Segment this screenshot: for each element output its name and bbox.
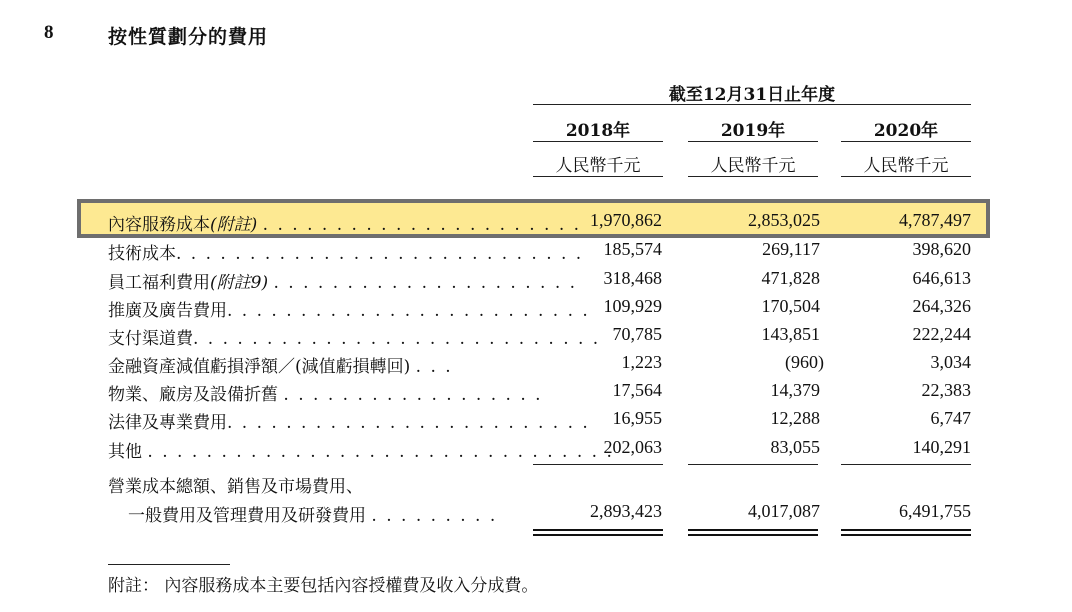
cell-2019: 12,288 bbox=[770, 408, 820, 428]
subtotal-rule-2019 bbox=[688, 464, 818, 465]
table-row bbox=[0, 437, 1072, 465]
row-label: 物業、廠房及設備折舊 . . . . . . . . . . . . . . . . . . bbox=[108, 385, 543, 405]
cell-2018: 1,970,862 bbox=[590, 210, 662, 230]
cell-2020: 6,747 bbox=[930, 408, 971, 428]
column-year-2018: 2018年 bbox=[565, 121, 631, 141]
subtotal-rule-2018 bbox=[533, 464, 663, 465]
column-unit-2019: 人民幣千元 bbox=[710, 156, 796, 176]
cell-2018: 202,063 bbox=[603, 437, 662, 457]
cell-2020: 646,613 bbox=[912, 268, 971, 288]
table-row bbox=[0, 352, 1072, 380]
total-2018: 2,893,423 bbox=[590, 501, 662, 521]
cell-2019: 83,055 bbox=[770, 437, 820, 457]
cell-2019: 143,851 bbox=[761, 324, 820, 344]
table-row bbox=[0, 210, 1072, 238]
table-row bbox=[0, 324, 1072, 352]
column-unit-2018: 人民幣千元 bbox=[555, 156, 641, 176]
total-row bbox=[0, 501, 1072, 529]
column-year-2019: 2019年 bbox=[720, 121, 786, 141]
cell-2018: 318,468 bbox=[603, 268, 662, 288]
row-label: 金融資產減值虧損淨額／(減值虧損轉回) . . . bbox=[108, 357, 453, 377]
footnote: 附註： 內容服務成本主要包括內容授權費及收入分成費。 bbox=[108, 576, 539, 596]
double-rule-2019 bbox=[688, 529, 818, 536]
cell-2019: 14,379 bbox=[770, 380, 820, 400]
unit-rule-2019 bbox=[688, 176, 818, 177]
column-year-2020: 2020年 bbox=[873, 121, 939, 141]
double-rule-2018 bbox=[533, 529, 663, 536]
cell-2019: 2,853,025 bbox=[748, 210, 820, 230]
table-row bbox=[0, 380, 1072, 408]
cell-2020: 222,244 bbox=[912, 324, 971, 344]
column-unit-2020: 人民幣千元 bbox=[863, 156, 949, 176]
cell-2018: 185,574 bbox=[603, 239, 662, 259]
table-row bbox=[0, 268, 1072, 296]
total-2020: 6,491,755 bbox=[899, 501, 971, 521]
row-label: 員工福利費用(附註9) . . . . . . . . . . . . . . . . . . . . . bbox=[108, 273, 578, 293]
row-label: 技術成本. . . . . . . . . . . . . . . . . . . . . . . . . . . . bbox=[108, 244, 584, 264]
cell-2018: 70,785 bbox=[612, 324, 662, 344]
row-label: 法律及專業費用. . . . . . . . . . . . . . . . . . . . . . . . . bbox=[108, 413, 590, 433]
table-row bbox=[0, 296, 1072, 324]
cell-2020: 22,383 bbox=[921, 380, 971, 400]
cell-2020: 3,034 bbox=[930, 352, 971, 372]
cell-2020: 264,326 bbox=[912, 296, 971, 316]
cell-2018: 16,955 bbox=[612, 408, 662, 428]
cell-2020: 140,291 bbox=[912, 437, 971, 457]
cell-2020: 4,787,497 bbox=[899, 210, 971, 230]
cell-2019: 471,828 bbox=[761, 268, 820, 288]
period-rule bbox=[533, 104, 971, 105]
row-label: 內容服務成本(附註) . . . . . . . . . . . . . . . . . . . . . . bbox=[108, 215, 582, 235]
cell-2018: 109,929 bbox=[603, 296, 662, 316]
double-rule-2020 bbox=[841, 529, 971, 536]
cell-2019: (960) bbox=[785, 352, 824, 372]
table-row bbox=[0, 239, 1072, 267]
row-label: 推廣及廣告費用. . . . . . . . . . . . . . . . . . . . . . . . . bbox=[108, 301, 590, 321]
year-rule-2019 bbox=[688, 141, 818, 142]
table-row bbox=[0, 408, 1072, 436]
cell-2018: 17,564 bbox=[612, 380, 662, 400]
cell-2019: 170,504 bbox=[761, 296, 820, 316]
page-title: 按性質劃分的費用 bbox=[108, 26, 269, 48]
row-label: 其他 . . . . . . . . . . . . . . . . . . . . . . . . . . . . . . . . bbox=[108, 442, 614, 462]
total-label-line2: 一般費用及管理費用及研發費用 . . . . . . . . . bbox=[128, 506, 498, 526]
unit-rule-2018 bbox=[533, 176, 663, 177]
period-header: 截至12月31日止年度 bbox=[668, 85, 836, 105]
note-number: 8 bbox=[44, 22, 54, 43]
year-rule-2020 bbox=[841, 141, 971, 142]
unit-rule-2020 bbox=[841, 176, 971, 177]
cell-2018: 1,223 bbox=[621, 352, 662, 372]
row-label: 支付渠道費. . . . . . . . . . . . . . . . . . . . . . . . . . . . bbox=[108, 329, 601, 349]
total-2019: 4,017,087 bbox=[748, 501, 820, 521]
year-rule-2018 bbox=[533, 141, 663, 142]
subtotal-rule-2020 bbox=[841, 464, 971, 465]
total-label-line1: 營業成本總額、銷售及市場費用、 bbox=[108, 477, 363, 497]
footnote-rule bbox=[108, 564, 230, 565]
cell-2020: 398,620 bbox=[912, 239, 971, 259]
cell-2019: 269,117 bbox=[762, 239, 820, 259]
